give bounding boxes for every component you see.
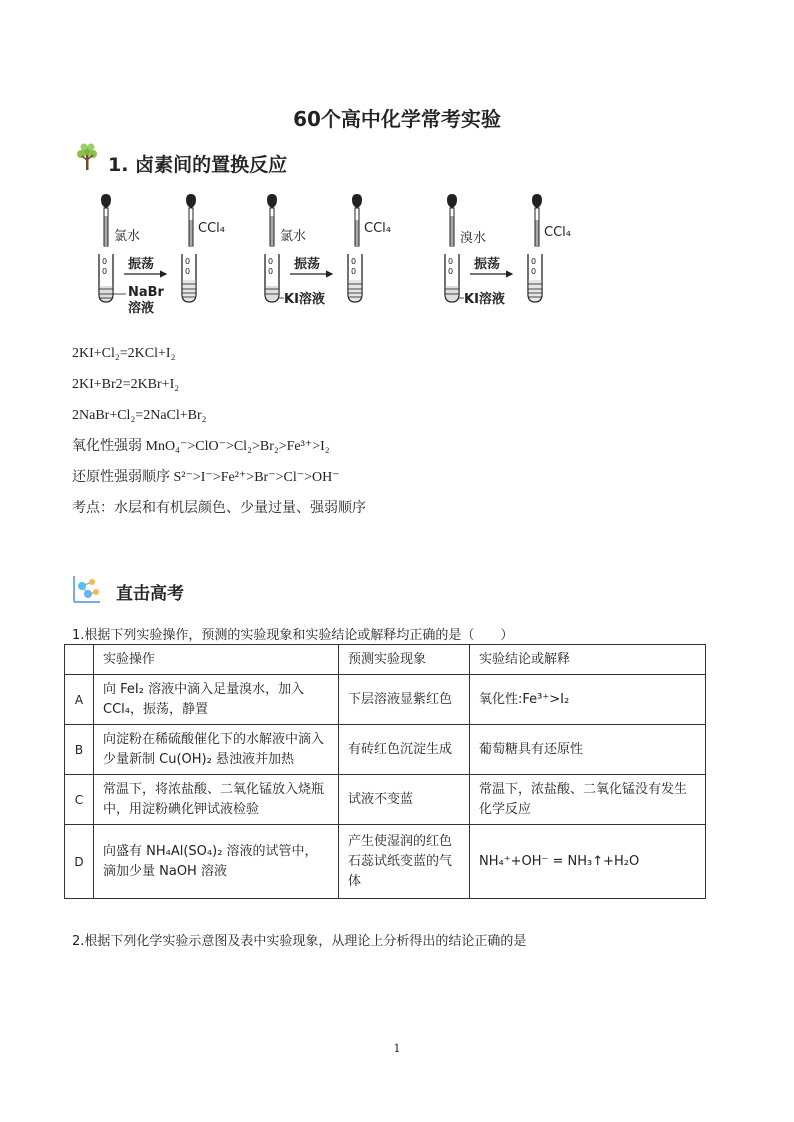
section1-number: 1. bbox=[108, 153, 129, 176]
molecule-chart-icon bbox=[72, 574, 102, 608]
section1-title bbox=[108, 150, 287, 177]
table-row bbox=[65, 675, 706, 725]
exp2-reagent: 氯水 bbox=[280, 229, 307, 244]
table-header-cell: 实验结论或解释 bbox=[470, 645, 706, 675]
phenomenon-cell: 下层溶液显紫红色 bbox=[339, 675, 470, 725]
dropper-icon bbox=[447, 194, 457, 246]
svg-text:0: 0 bbox=[448, 257, 454, 266]
phenomenon-cell: 产生使湿润的红色石蕊试纸变蓝的气体 bbox=[339, 825, 470, 899]
svg-text:0: 0 bbox=[351, 267, 357, 276]
svg-text:0: 0 bbox=[351, 257, 357, 266]
test-tube-icon bbox=[445, 254, 459, 302]
question2-text: 2.根据下列化学实验示意图及表中实验现象，从理论上分析得出的结论正确的是 bbox=[72, 934, 527, 949]
dropper-icon bbox=[352, 194, 362, 246]
svg-text:0: 0 bbox=[268, 267, 274, 276]
operation-cell: 向 FeI₂ 溶液中滴入足量溴水，加入CCl₄，振荡，静置 bbox=[94, 675, 339, 725]
conclusion-cell: 氧化性:Fe³⁺>I₂ bbox=[470, 675, 706, 725]
equation-1: 2KI+Cl₂=2KCl+I₂ bbox=[72, 346, 176, 361]
table-row bbox=[65, 825, 706, 899]
oxidizing-label: 氧化性强弱 bbox=[72, 439, 142, 454]
svg-text:0: 0 bbox=[531, 257, 537, 266]
experiment-2 bbox=[265, 194, 391, 307]
exp3-extract: CCl₄ bbox=[544, 225, 571, 240]
conclusion-cell: 常温下，浓盐酸、二氧化锰没有发生化学反应 bbox=[470, 775, 706, 825]
section2-title: 直击高考 bbox=[116, 583, 184, 604]
experiment-3 bbox=[445, 194, 571, 307]
equation-3: 2NaBr+Cl₂=2NaCl+Br₂ bbox=[72, 408, 207, 423]
keypoints: 考点：水层和有机层颜色、少量过量、强弱顺序 bbox=[72, 501, 366, 516]
equation-2: 2KI+Br2=2KBr+I₂ bbox=[72, 377, 180, 392]
page-number: 1 bbox=[393, 1042, 401, 1055]
dropper-icon bbox=[532, 194, 542, 246]
test-tube-icon bbox=[99, 254, 113, 302]
table-row bbox=[65, 775, 706, 825]
question1-table bbox=[64, 644, 706, 899]
reducing-order-line bbox=[72, 468, 340, 488]
svg-text:0: 0 bbox=[448, 267, 454, 276]
test-tube-icon bbox=[528, 254, 542, 302]
option-label: B bbox=[65, 725, 94, 775]
exp1-solution-line2: 溶液 bbox=[128, 301, 155, 316]
exp3-action: 振荡 bbox=[474, 257, 501, 272]
option-label: A bbox=[65, 675, 94, 725]
exp3-reagent: 溴水 bbox=[460, 231, 487, 246]
halogen-experiment-figure bbox=[96, 188, 576, 318]
option-label: C bbox=[65, 775, 94, 825]
option-label: D bbox=[65, 825, 94, 899]
test-tube-icon bbox=[265, 254, 279, 302]
phenomenon-cell: 试液不变蓝 bbox=[339, 775, 470, 825]
operation-cell: 常温下，将浓盐酸、二氧化锰放入烧瓶中，用淀粉碘化钾试液检验 bbox=[94, 775, 339, 825]
svg-text:0: 0 bbox=[531, 267, 537, 276]
experiment-1 bbox=[99, 194, 225, 316]
oxidizing-order-line bbox=[72, 437, 330, 457]
exp2-extract: CCl₄ bbox=[364, 221, 391, 236]
table-row bbox=[65, 725, 706, 775]
test-tube-icon bbox=[182, 254, 196, 302]
exp1-extract: CCl₄ bbox=[198, 221, 225, 236]
oxidizing-order: MnO₄⁻>ClO⁻>Cl₂>Br₂>Fe³⁺>I₂ bbox=[145, 439, 330, 454]
table-header-cell bbox=[65, 645, 94, 675]
section1-title-text: 卤素间的置换反应 bbox=[135, 153, 288, 176]
reducing-order: S²⁻>I⁻>Fe²⁺>Br⁻>Cl⁻>OH⁻ bbox=[173, 470, 340, 485]
table-header-row bbox=[65, 645, 706, 675]
svg-text:0: 0 bbox=[268, 257, 274, 266]
exp1-reagent: 氯水 bbox=[114, 229, 141, 244]
question1-text: 1.根据下列实验操作，预测的实验现象和实验结论或解释均正确的是（ ） bbox=[72, 628, 514, 643]
exp2-action: 振荡 bbox=[294, 257, 321, 272]
operation-cell: 向淀粉在稀硫酸催化下的水解液中滴入少量新制 Cu(OH)₂ 悬浊液并加热 bbox=[94, 725, 339, 775]
svg-text:0: 0 bbox=[185, 267, 191, 276]
conclusion-cell: NH₄⁺+OH⁻ = NH₃↑+H₂O bbox=[470, 825, 706, 899]
tree-icon bbox=[74, 142, 100, 176]
svg-text:0: 0 bbox=[102, 257, 108, 266]
operation-cell: 向盛有 NH₄Al(SO₄)₂ 溶液的试管中，滴加少量 NaOH 溶液 bbox=[94, 825, 339, 899]
conclusion-cell: 葡萄糖具有还原性 bbox=[470, 725, 706, 775]
test-tube-icon bbox=[348, 254, 362, 302]
section1-header bbox=[74, 141, 287, 177]
table-header-cell: 实验操作 bbox=[94, 645, 339, 675]
dropper-icon bbox=[267, 194, 277, 246]
reducing-label: 还原性强弱顺序 bbox=[72, 470, 170, 485]
table-header-cell: 预测实验现象 bbox=[339, 645, 470, 675]
phenomenon-cell: 有砖红色沉淀生成 bbox=[339, 725, 470, 775]
exp2-solution-line1: KI溶液 bbox=[284, 292, 325, 307]
dropper-icon bbox=[101, 194, 111, 246]
svg-text:0: 0 bbox=[185, 257, 191, 266]
exp1-solution-line1: NaBr bbox=[128, 285, 164, 300]
section2-header bbox=[72, 574, 184, 608]
exp3-solution-line1: KI溶液 bbox=[464, 292, 505, 307]
dropper-icon bbox=[186, 194, 196, 246]
document-title: 60个高中化学常考实验 bbox=[293, 107, 501, 131]
exp1-action: 振荡 bbox=[128, 257, 155, 272]
svg-text:0: 0 bbox=[102, 267, 108, 276]
